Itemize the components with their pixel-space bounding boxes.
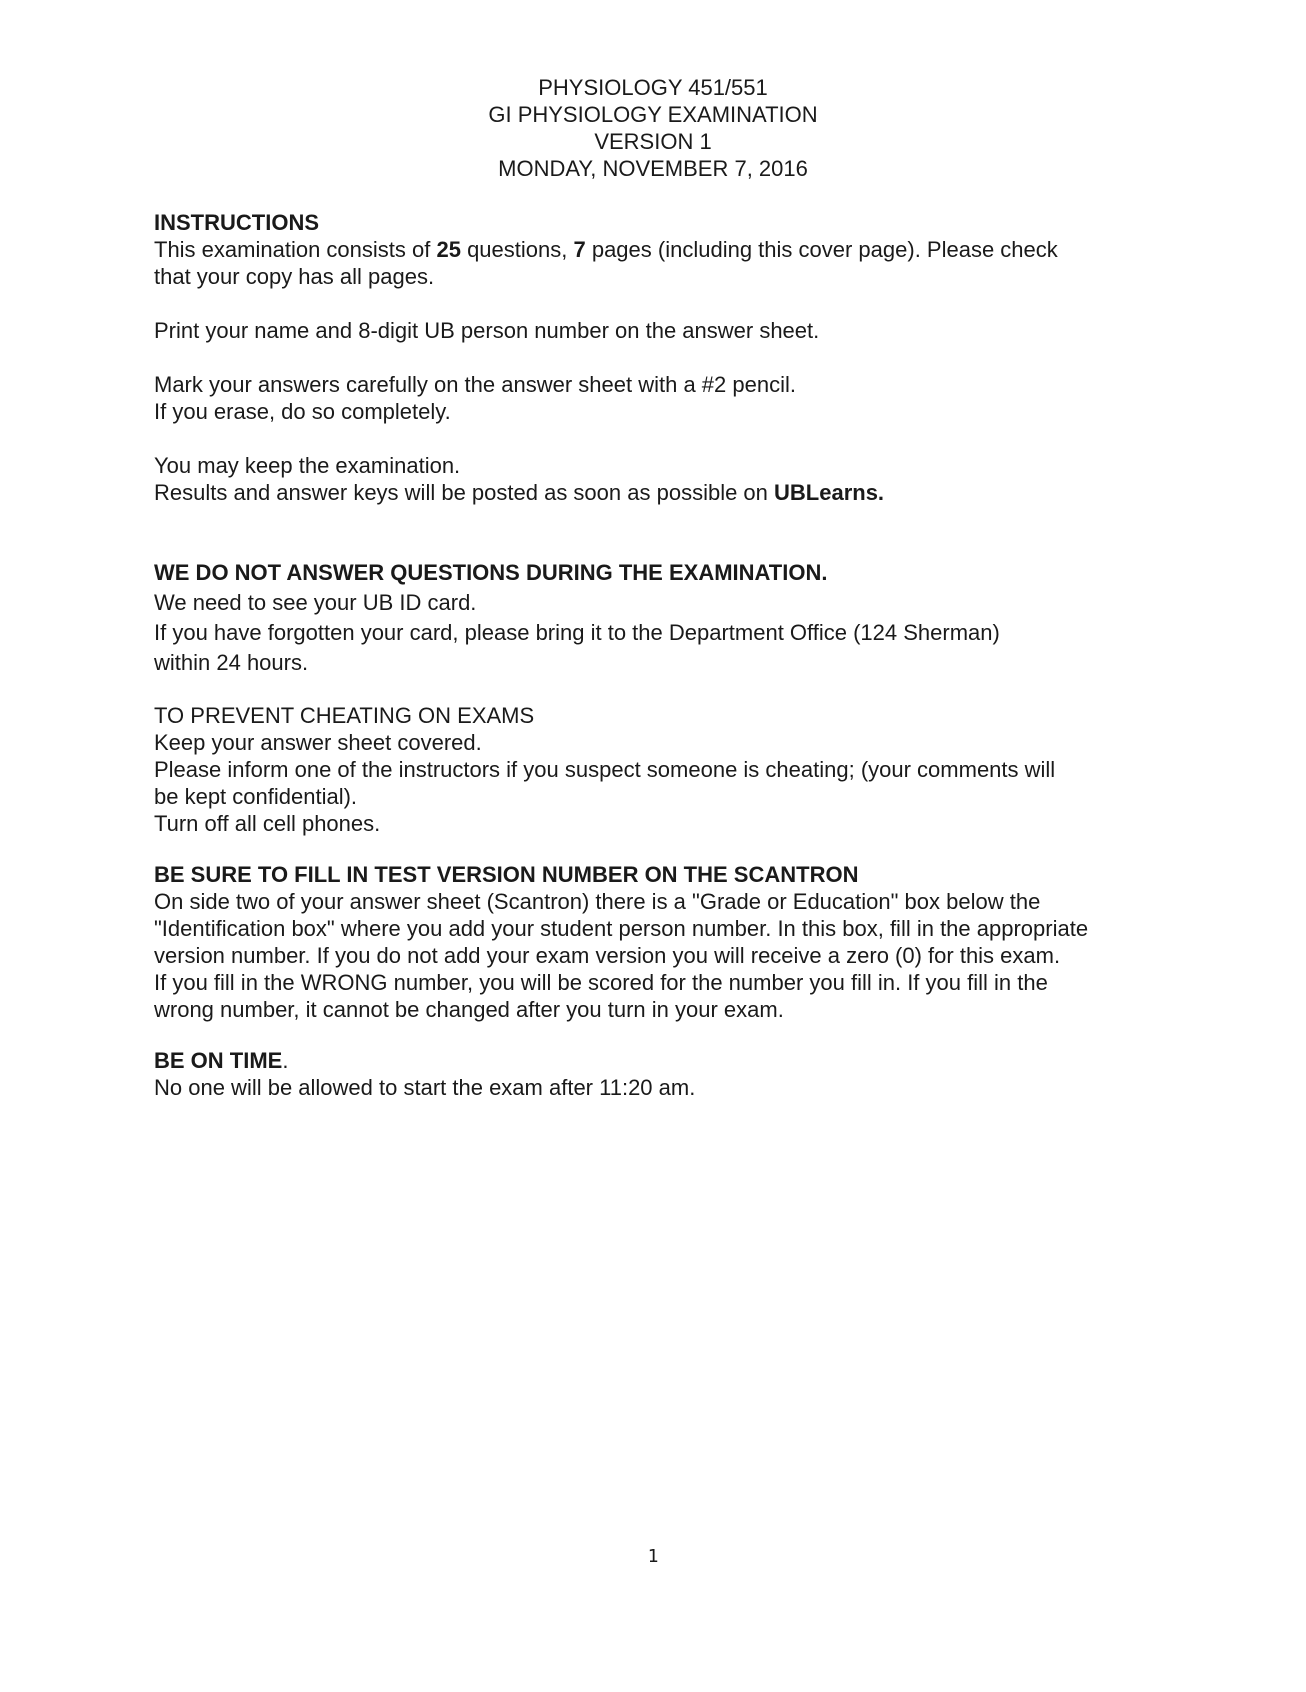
forgotten-card-line-cont: within 24 hours.: [154, 650, 309, 675]
on-time-heading-text: BE ON TIME: [154, 1048, 283, 1073]
no-questions-section: [154, 558, 1154, 678]
scantron-line-1: On side two of your answer sheet (Scantron) there is a "Grade or Education" box below the: [154, 889, 1041, 914]
text-run: pages (including this cover page). Please check: [585, 237, 1058, 262]
text-run: This examination consists of: [154, 237, 437, 262]
cheating-line-4: Turn off all cell phones.: [154, 811, 381, 836]
text-run: questions,: [460, 237, 574, 262]
instructions-paragraph-4-cont: [154, 479, 1154, 506]
instructions-paragraph-1: [154, 236, 1154, 263]
instructions-heading: INSTRUCTIONS: [154, 210, 319, 235]
cheating-section: [154, 702, 1154, 837]
cheating-line-2: Please inform one of the instructors if you suspect someone is cheating; (your comments will: [154, 757, 1056, 782]
on-time-line-1: No one will be allowed to start the exam after 11:20 am.: [154, 1075, 696, 1100]
course-title: PHYSIOLOGY 451/551: [538, 75, 768, 100]
no-questions-heading: WE DO NOT ANSWER QUESTIONS DURING THE EXAMINATION.: [154, 560, 828, 585]
question-count: 25: [436, 237, 461, 262]
text-run: Results and answer keys will be posted as soon as possible on: [154, 480, 775, 505]
id-card-line: We need to see your UB ID card.: [154, 590, 477, 615]
exam-title: GI PHYSIOLOGY EXAMINATION: [488, 102, 818, 127]
forgotten-card-line: If you have forgotten your card, please bring it to the Department Office (124 Sherman): [154, 620, 1000, 645]
instructions-paragraph-4: You may keep the examination.: [154, 453, 461, 478]
scantron-line-3: version number. If you do not add your exam version you will receive a zero (0) for this exam.: [154, 943, 1061, 968]
instructions-paragraph-1-cont: that your copy has all pages.: [154, 264, 435, 289]
scantron-line-5: wrong number, it cannot be changed after you turn in your exam.: [154, 997, 784, 1022]
on-time-heading-period: .: [282, 1048, 289, 1073]
ublearns-label: UBLearns.: [774, 480, 885, 505]
scantron-line-4: If you fill in the WRONG number, you will be scored for the number you fill in. If you fill in the: [154, 970, 1048, 995]
page-count: 7: [573, 237, 586, 262]
exam-date: MONDAY, NOVEMBER 7, 2016: [498, 156, 808, 181]
document-body: [154, 209, 1154, 1101]
instructions-section: [154, 209, 1154, 506]
scantron-heading: BE SURE TO FILL IN TEST VERSION NUMBER ON THE SCANTRON: [154, 862, 859, 887]
on-time-section: [154, 1047, 1154, 1101]
cheating-line-1: Keep your answer sheet covered.: [154, 730, 482, 755]
instructions-paragraph-3: Mark your answers carefully on the answer sheet with a #2 pencil.: [154, 372, 796, 397]
scantron-section: [154, 861, 1154, 1023]
page-number: 1: [647, 1546, 659, 1567]
exam-header: [0, 74, 1306, 182]
on-time-heading: [154, 1047, 1154, 1074]
cheating-heading: TO PREVENT CHEATING ON EXAMS: [154, 703, 535, 728]
exam-version: VERSION 1: [594, 129, 712, 154]
scantron-line-2: "Identification box" where you add your student person number. In this box, fill in the appropriate: [154, 916, 1089, 941]
instructions-paragraph-3-cont: If you erase, do so completely.: [154, 399, 451, 424]
cheating-line-3: be kept confidential).: [154, 784, 358, 809]
instructions-paragraph-2: Print your name and 8-digit UB person number on the answer sheet.: [154, 318, 820, 343]
